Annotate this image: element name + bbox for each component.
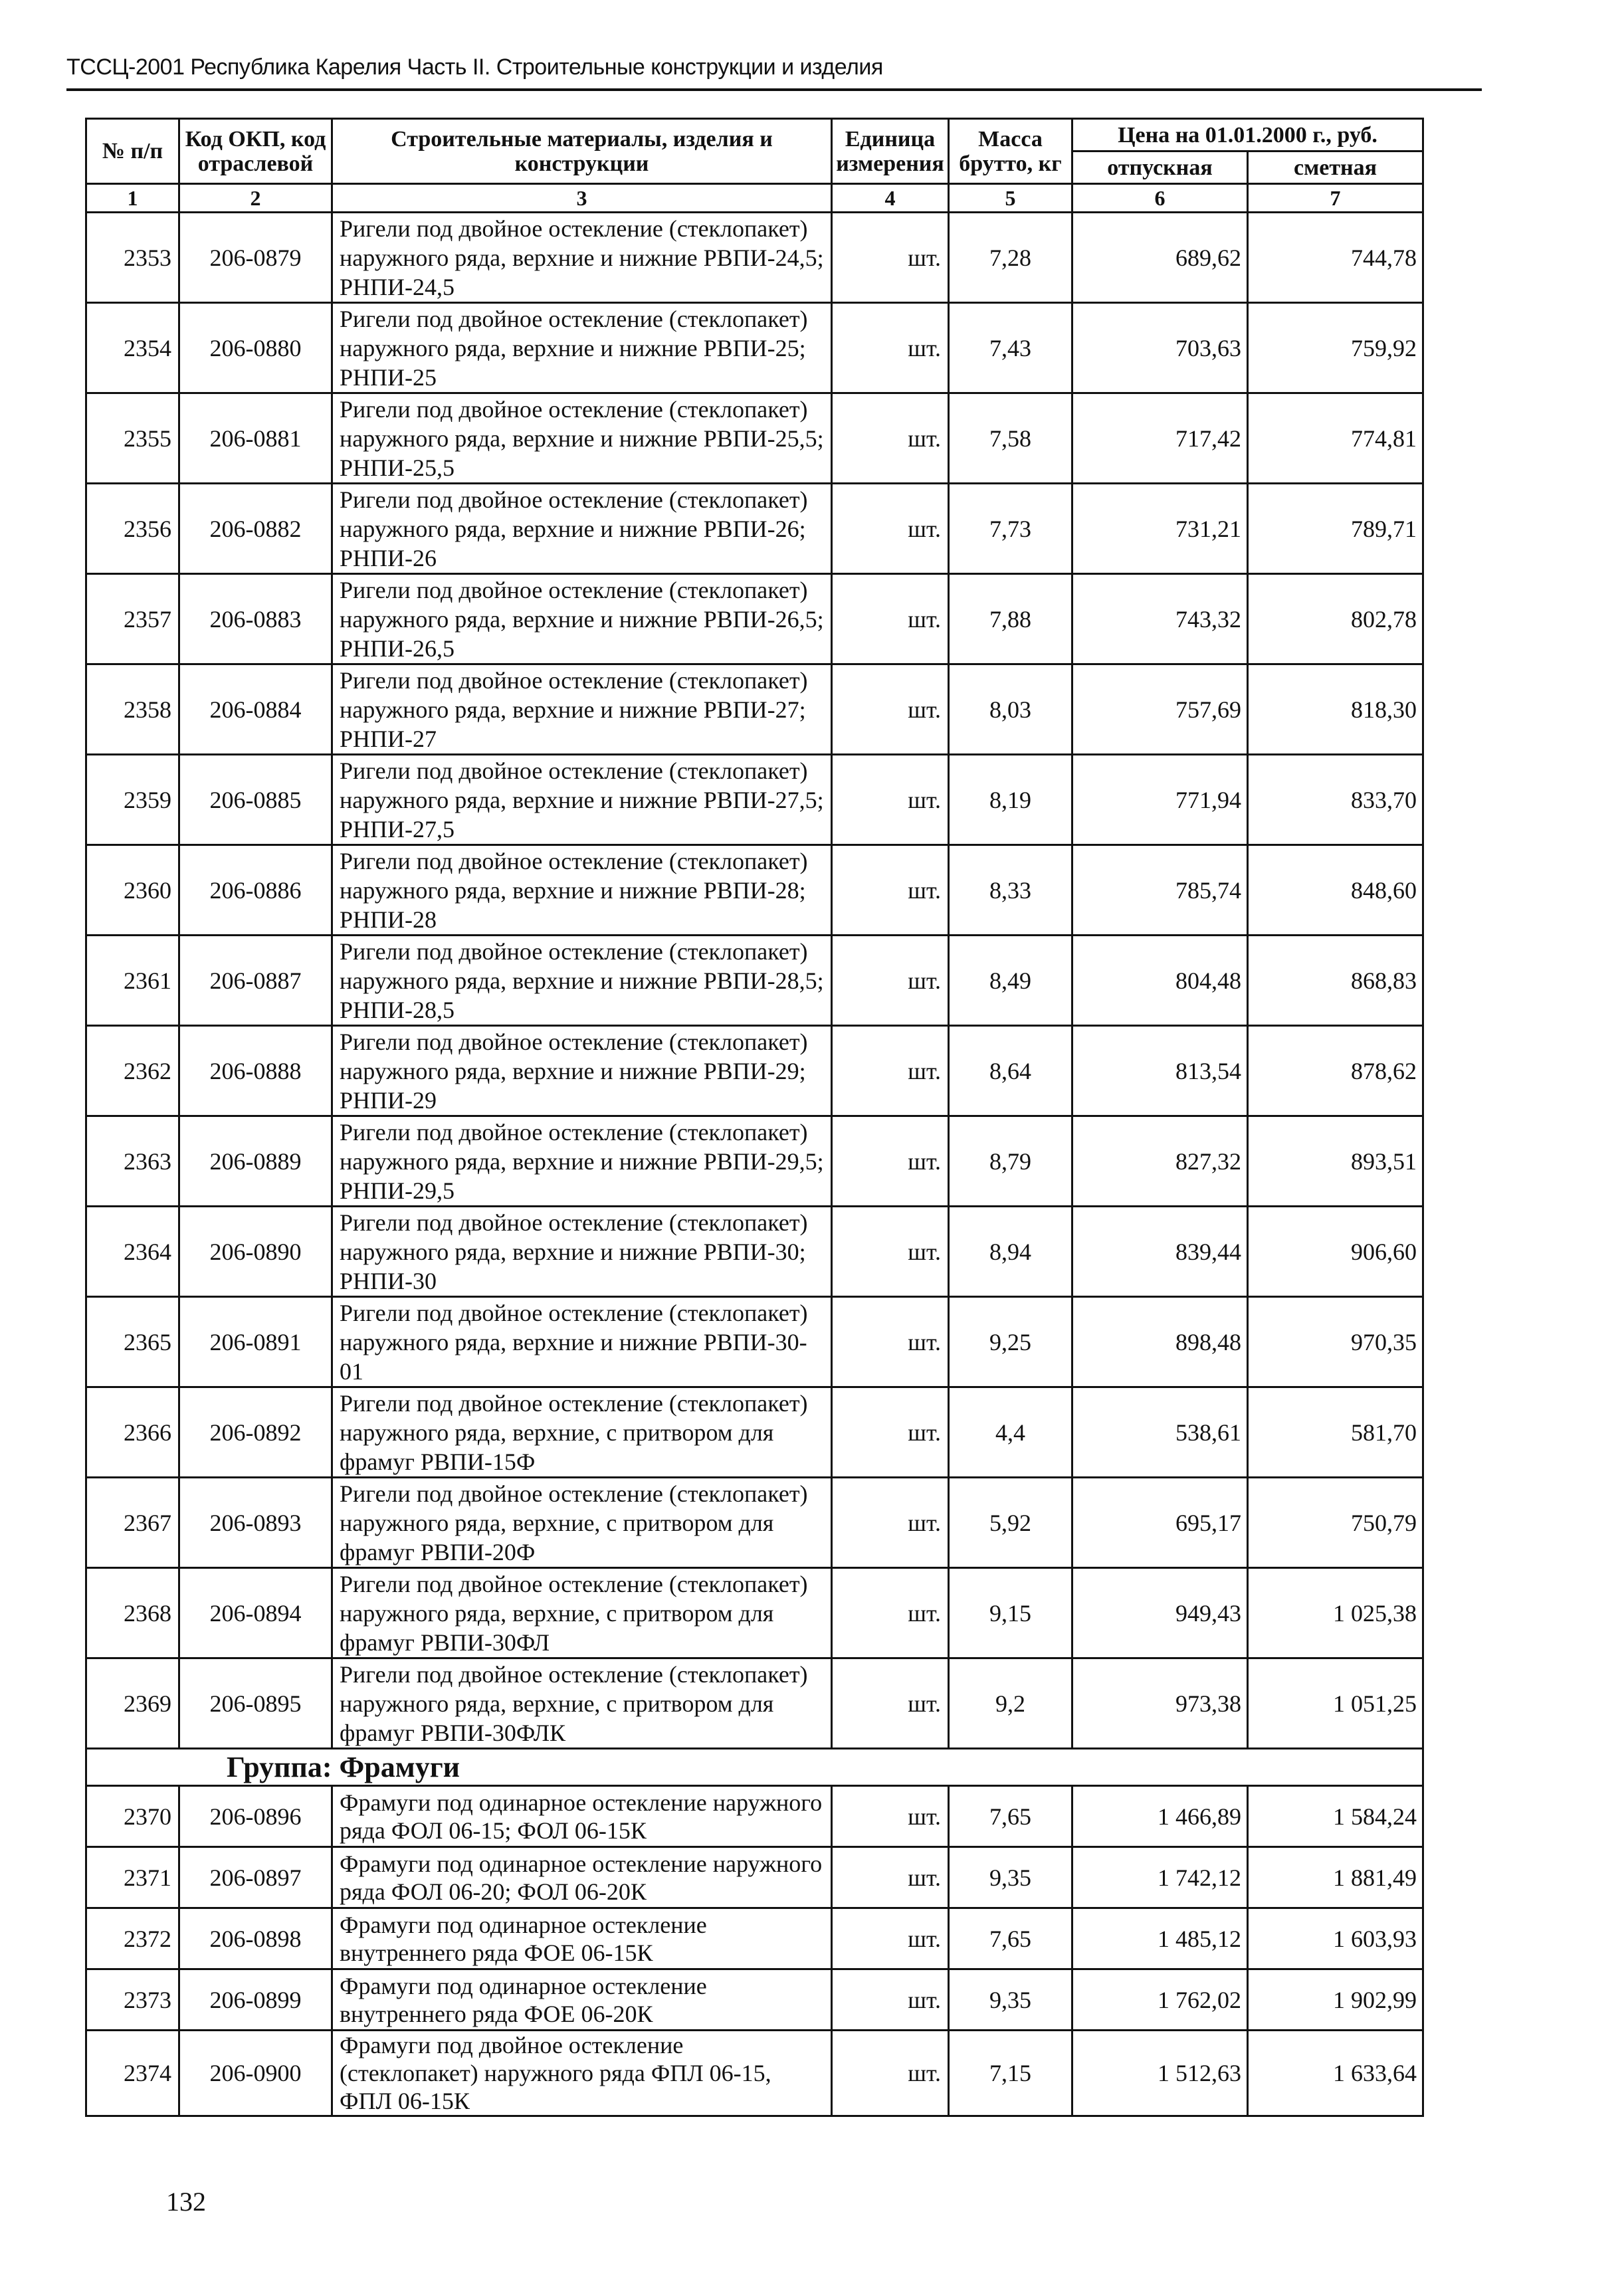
unit-cell: шт. <box>832 484 949 574</box>
unit-cell: шт. <box>832 1297 949 1387</box>
estimate-price-cell: 1 603,93 <box>1248 1908 1423 1969</box>
mass-cell: 7,58 <box>949 393 1072 484</box>
col-header-price-group: Цена на 01.01.2000 г., руб. <box>1072 119 1423 151</box>
table-row <box>86 1568 1423 1658</box>
estimate-price-cell: 970,35 <box>1248 1297 1423 1387</box>
release-price-cell: 695,17 <box>1072 1478 1248 1568</box>
okp-code: 206-0880 <box>179 303 332 393</box>
unit-cell: шт. <box>832 1478 949 1568</box>
mass-cell: 7,15 <box>949 2031 1072 2116</box>
item-description: Фрамуги под одинарное остекление наружного ряда ФОЛ 06-15; ФОЛ 06-15К <box>332 1786 832 1847</box>
page-header: ТССЦ-2001 Республика Карелия Часть II. Строительные конструкции и изделия <box>66 54 883 80</box>
price-table <box>85 118 1424 2117</box>
table-row <box>86 574 1423 664</box>
unit-cell: шт. <box>832 845 949 936</box>
estimate-price-cell: 878,62 <box>1248 1026 1423 1116</box>
item-description: Ригели под двойное остекление (стеклопакет) наружного ряда, верхние, с притвором для фрамуг РВПИ-15Ф <box>332 1387 832 1478</box>
column-number: 6 <box>1072 184 1248 213</box>
item-description: Фрамуги под одинарное остекление наружного ряда ФОЛ 06-20; ФОЛ 06-20К <box>332 1847 832 1908</box>
release-price-cell: 1 512,63 <box>1072 2031 1248 2116</box>
estimate-price-cell: 744,78 <box>1248 213 1423 303</box>
estimate-price-cell: 906,60 <box>1248 1207 1423 1297</box>
row-number: 2374 <box>86 2031 179 2116</box>
unit-cell: шт. <box>832 1908 949 1969</box>
release-price-cell: 743,32 <box>1072 574 1248 664</box>
okp-code: 206-0900 <box>179 2031 332 2116</box>
col-header-mass: Масса брутто, кг <box>949 119 1072 184</box>
item-description: Ригели под двойное остекление (стеклопакет) наружного ряда, верхние и нижние РВПИ-24,5; РНПИ-24,5 <box>332 213 832 303</box>
table-row <box>86 1478 1423 1568</box>
item-description: Ригели под двойное остекление (стеклопакет) наружного ряда, верхние и нижние РВПИ-28; РНПИ-28 <box>332 845 832 936</box>
item-description: Ригели под двойное остекление (стеклопакет) наружного ряда, верхние и нижние РВПИ-27; РНПИ-27 <box>332 664 832 755</box>
release-price-cell: 717,42 <box>1072 393 1248 484</box>
table-row <box>86 393 1423 484</box>
unit-cell: шт. <box>832 1387 949 1478</box>
mass-cell: 4,4 <box>949 1387 1072 1478</box>
okp-code: 206-0883 <box>179 574 332 664</box>
column-number-row <box>86 184 1423 213</box>
estimate-price-cell: 1 584,24 <box>1248 1786 1423 1847</box>
unit-cell: шт. <box>832 1847 949 1908</box>
item-description: Ригели под двойное остекление (стеклопакет) наружного ряда, верхние, с притвором для фрамуг РВПИ-30ФЛК <box>332 1658 832 1749</box>
okp-code: 206-0890 <box>179 1207 332 1297</box>
table-row <box>86 845 1423 936</box>
estimate-price-cell: 1 025,38 <box>1248 1568 1423 1658</box>
group-title: Группа: Фрамуги <box>86 1749 1423 1786</box>
header-row <box>86 119 1423 151</box>
okp-code: 206-0892 <box>179 1387 332 1478</box>
row-number: 2360 <box>86 845 179 936</box>
okp-code: 206-0898 <box>179 1908 332 1969</box>
mass-cell: 7,28 <box>949 213 1072 303</box>
row-number: 2364 <box>86 1207 179 1297</box>
okp-code: 206-0887 <box>179 936 332 1026</box>
row-number: 2372 <box>86 1908 179 1969</box>
mass-cell: 9,15 <box>949 1568 1072 1658</box>
estimate-price-cell: 802,78 <box>1248 574 1423 664</box>
row-number: 2356 <box>86 484 179 574</box>
table-row <box>86 1116 1423 1207</box>
release-price-cell: 689,62 <box>1072 213 1248 303</box>
release-price-cell: 813,54 <box>1072 1026 1248 1116</box>
okp-code: 206-0893 <box>179 1478 332 1568</box>
column-number: 7 <box>1248 184 1423 213</box>
estimate-price-cell: 750,79 <box>1248 1478 1423 1568</box>
table-row <box>86 1297 1423 1387</box>
mass-cell: 9,35 <box>949 1847 1072 1908</box>
item-description: Ригели под двойное остекление (стеклопакет) наружного ряда, верхние и нижние РВПИ-25,5; РНПИ-25,5 <box>332 393 832 484</box>
unit-cell: шт. <box>832 664 949 755</box>
row-number: 2358 <box>86 664 179 755</box>
release-price-cell: 731,21 <box>1072 484 1248 574</box>
row-number: 2361 <box>86 936 179 1026</box>
item-description: Ригели под двойное остекление (стеклопакет) наружного ряда, верхние и нижние РВПИ-30; РНПИ-30 <box>332 1207 832 1297</box>
mass-cell: 8,03 <box>949 664 1072 755</box>
row-number: 2367 <box>86 1478 179 1568</box>
okp-code: 206-0899 <box>179 1969 332 2031</box>
mass-cell: 5,92 <box>949 1478 1072 1568</box>
release-price-cell: 827,32 <box>1072 1116 1248 1207</box>
release-price-cell: 771,94 <box>1072 755 1248 845</box>
unit-cell: шт. <box>832 1026 949 1116</box>
table-row <box>86 213 1423 303</box>
item-description: Ригели под двойное остекление (стеклопакет) наружного ряда, верхние, с притвором для фрамуг РВПИ-20Ф <box>332 1478 832 1568</box>
mass-cell: 7,88 <box>949 574 1072 664</box>
unit-cell: шт. <box>832 574 949 664</box>
table-row <box>86 936 1423 1026</box>
mass-cell: 8,33 <box>949 845 1072 936</box>
estimate-price-cell: 868,83 <box>1248 936 1423 1026</box>
table-row <box>86 755 1423 845</box>
unit-cell: шт. <box>832 2031 949 2116</box>
row-number: 2363 <box>86 1116 179 1207</box>
item-description: Ригели под двойное остекление (стеклопакет) наружного ряда, верхние и нижние РВПИ-28,5; РНПИ-28,5 <box>332 936 832 1026</box>
release-price-cell: 839,44 <box>1072 1207 1248 1297</box>
estimate-price-cell: 774,81 <box>1248 393 1423 484</box>
mass-cell: 7,65 <box>949 1908 1072 1969</box>
row-number: 2353 <box>86 213 179 303</box>
release-price-cell: 538,61 <box>1072 1387 1248 1478</box>
estimate-price-cell: 848,60 <box>1248 845 1423 936</box>
estimate-price-cell: 1 633,64 <box>1248 2031 1423 2116</box>
okp-code: 206-0897 <box>179 1847 332 1908</box>
okp-code: 206-0879 <box>179 213 332 303</box>
release-price-cell: 785,74 <box>1072 845 1248 936</box>
item-description: Ригели под двойное остекление (стеклопакет) наружного ряда, верхние и нижние РВПИ-30-01 <box>332 1297 832 1387</box>
release-price-cell: 804,48 <box>1072 936 1248 1026</box>
column-number: 2 <box>179 184 332 213</box>
mass-cell: 7,65 <box>949 1786 1072 1847</box>
item-description: Фрамуги под одинарное остекление внутреннего ряда ФОЕ 06-15К <box>332 1908 832 1969</box>
unit-cell: шт. <box>832 1658 949 1749</box>
unit-cell: шт. <box>832 1786 949 1847</box>
col-header-price-release: отпускная <box>1072 151 1248 184</box>
col-header-price-estimate: сметная <box>1248 151 1423 184</box>
row-number: 2365 <box>86 1297 179 1387</box>
table-row <box>86 1786 1423 1847</box>
table-row <box>86 1847 1423 1908</box>
mass-cell: 8,64 <box>949 1026 1072 1116</box>
unit-cell: шт. <box>832 303 949 393</box>
row-number: 2373 <box>86 1969 179 2031</box>
row-number: 2370 <box>86 1786 179 1847</box>
unit-cell: шт. <box>832 755 949 845</box>
col-header-name: Строительные материалы, изделия и конструкции <box>332 119 832 184</box>
table-row <box>86 1207 1423 1297</box>
item-description: Ригели под двойное остекление (стеклопакет) наружного ряда, верхние и нижние РВПИ-29,5; РНПИ-29,5 <box>332 1116 832 1207</box>
mass-cell: 8,49 <box>949 936 1072 1026</box>
table-row <box>86 2031 1423 2116</box>
item-description: Ригели под двойное остекление (стеклопакет) наружного ряда, верхние, с притвором для фрамуг РВПИ-30ФЛ <box>332 1568 832 1658</box>
item-description: Фрамуги под двойное остекление (стеклопакет) наружного ряда ФПЛ 06-15, ФПЛ 06-15К <box>332 2031 832 2116</box>
item-description: Ригели под двойное остекление (стеклопакет) наружного ряда, верхние и нижние РВПИ-27,5; РНПИ-27,5 <box>332 755 832 845</box>
okp-code: 206-0888 <box>179 1026 332 1116</box>
mass-cell: 8,94 <box>949 1207 1072 1297</box>
unit-cell: шт. <box>832 1969 949 2031</box>
estimate-price-cell: 1 881,49 <box>1248 1847 1423 1908</box>
estimate-price-cell: 818,30 <box>1248 664 1423 755</box>
item-description: Фрамуги под одинарное остекление внутреннего ряда ФОЕ 06-20К <box>332 1969 832 2031</box>
estimate-price-cell: 1 902,99 <box>1248 1969 1423 2031</box>
table-body <box>86 213 1423 2116</box>
estimate-price-cell: 1 051,25 <box>1248 1658 1423 1749</box>
release-price-cell: 1 485,12 <box>1072 1908 1248 1969</box>
release-price-cell: 703,63 <box>1072 303 1248 393</box>
unit-cell: шт. <box>832 213 949 303</box>
item-description: Ригели под двойное остекление (стеклопакет) наружного ряда, верхние и нижние РВПИ-26; РНПИ-26 <box>332 484 832 574</box>
header-rule <box>66 88 1482 91</box>
row-number: 2355 <box>86 393 179 484</box>
okp-code: 206-0889 <box>179 1116 332 1207</box>
release-price-cell: 1 762,02 <box>1072 1969 1248 2031</box>
okp-code: 206-0891 <box>179 1297 332 1387</box>
column-number: 5 <box>949 184 1072 213</box>
page-number: 132 <box>166 2187 206 2217</box>
estimate-price-cell: 759,92 <box>1248 303 1423 393</box>
group-row <box>86 1749 1423 1786</box>
mass-cell: 9,35 <box>949 1969 1072 2031</box>
unit-cell: шт. <box>832 393 949 484</box>
release-price-cell: 1 742,12 <box>1072 1847 1248 1908</box>
item-description: Ригели под двойное остекление (стеклопакет) наружного ряда, верхние и нижние РВПИ-26,5; РНПИ-26,5 <box>332 574 832 664</box>
okp-code: 206-0884 <box>179 664 332 755</box>
okp-code: 206-0881 <box>179 393 332 484</box>
unit-cell: шт. <box>832 1568 949 1658</box>
mass-cell: 9,2 <box>949 1658 1072 1749</box>
column-number: 1 <box>86 184 179 213</box>
okp-code: 206-0894 <box>179 1568 332 1658</box>
row-number: 2368 <box>86 1568 179 1658</box>
estimate-price-cell: 833,70 <box>1248 755 1423 845</box>
unit-cell: шт. <box>832 1207 949 1297</box>
row-number: 2369 <box>86 1658 179 1749</box>
okp-code: 206-0882 <box>179 484 332 574</box>
row-number: 2357 <box>86 574 179 664</box>
column-number: 3 <box>332 184 832 213</box>
mass-cell: 8,19 <box>949 755 1072 845</box>
col-header-unit: Единица измерения <box>832 119 949 184</box>
release-price-cell: 898,48 <box>1072 1297 1248 1387</box>
release-price-cell: 1 466,89 <box>1072 1786 1248 1847</box>
col-header-code: Код ОКП, код отраслевой <box>179 119 332 184</box>
table-row <box>86 1026 1423 1116</box>
table-row <box>86 1387 1423 1478</box>
mass-cell: 8,79 <box>949 1116 1072 1207</box>
row-number: 2354 <box>86 303 179 393</box>
row-number: 2362 <box>86 1026 179 1116</box>
unit-cell: шт. <box>832 1116 949 1207</box>
table-row <box>86 484 1423 574</box>
table-row <box>86 303 1423 393</box>
item-description: Ригели под двойное остекление (стеклопакет) наружного ряда, верхние и нижние РВПИ-25; РНПИ-25 <box>332 303 832 393</box>
row-number: 2366 <box>86 1387 179 1478</box>
release-price-cell: 949,43 <box>1072 1568 1248 1658</box>
okp-code: 206-0886 <box>179 845 332 936</box>
mass-cell: 7,43 <box>949 303 1072 393</box>
estimate-price-cell: 789,71 <box>1248 484 1423 574</box>
estimate-price-cell: 581,70 <box>1248 1387 1423 1478</box>
col-header-num: № п/п <box>86 119 179 184</box>
okp-code: 206-0885 <box>179 755 332 845</box>
table-row <box>86 1658 1423 1749</box>
row-number: 2371 <box>86 1847 179 1908</box>
okp-code: 206-0895 <box>179 1658 332 1749</box>
row-number: 2359 <box>86 755 179 845</box>
item-description: Ригели под двойное остекление (стеклопакет) наружного ряда, верхние и нижние РВПИ-29; РНПИ-29 <box>332 1026 832 1116</box>
estimate-price-cell: 893,51 <box>1248 1116 1423 1207</box>
release-price-cell: 973,38 <box>1072 1658 1248 1749</box>
unit-cell: шт. <box>832 936 949 1026</box>
mass-cell: 7,73 <box>949 484 1072 574</box>
column-number: 4 <box>832 184 949 213</box>
mass-cell: 9,25 <box>949 1297 1072 1387</box>
okp-code: 206-0896 <box>179 1786 332 1847</box>
release-price-cell: 757,69 <box>1072 664 1248 755</box>
table-row <box>86 1969 1423 2031</box>
table-row <box>86 1908 1423 1969</box>
table-row <box>86 664 1423 755</box>
